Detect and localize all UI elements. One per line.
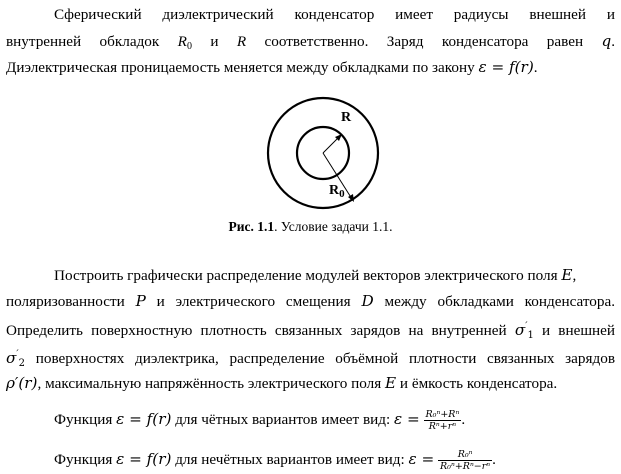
formula-eps: ε = f(r)	[116, 450, 172, 468]
symbol-E: E	[385, 374, 397, 392]
text-fragment: для нечётных вариантов имеет вид:	[175, 451, 405, 468]
fraction-even	[424, 409, 462, 432]
symbol-D: D	[361, 292, 374, 310]
symbol-E: E	[561, 266, 573, 284]
capacitor-diagram	[265, 95, 381, 211]
caption-label: Рис. 1.1	[228, 219, 275, 234]
symbol-rho: ρ′(r)	[6, 374, 38, 392]
paragraph2-line5	[6, 374, 615, 393]
text-fragment: Диэлектрическая проницаемость меняется между обкладками по закону	[6, 59, 475, 76]
caption-text: . Условие задачи 1.1.	[274, 219, 393, 234]
formula-eps: ε = f(r)	[116, 410, 172, 428]
symbol-sigma1: $\sigma'_1$	[514, 321, 534, 341]
eps-symbol: ε =	[394, 410, 420, 428]
formula-eps: ε = f(r)	[478, 58, 534, 76]
paragraph1-line2	[6, 32, 615, 56]
text-fragment: Построить графически распределение модулей векторов электрического поля	[54, 267, 558, 284]
text-fragment: Определить поверхностную плотность связанных зарядов на внутренней	[6, 322, 507, 339]
text-fragment: для чётных вариантов имеет вид:	[175, 411, 391, 428]
fraction-odd	[438, 449, 492, 472]
paragraph1-line3: Диэлектрическая проницаемость меняется между обкладками по закону ε = f(r).	[6, 58, 538, 76]
text-fragment: между обкладками конденсатора.	[384, 293, 616, 310]
paragraph2-line1: Построить графически распределение модулей векторов электрического поля E,	[54, 266, 577, 284]
text-fragment: поляризованности	[6, 293, 125, 310]
label-R: R	[341, 110, 352, 125]
figure-caption	[0, 219, 621, 235]
text-fragment: , максимальную напряжённость электрического поля	[37, 375, 382, 392]
fraction-numerator: R₀ⁿ	[438, 449, 492, 461]
text-fragment: Функция	[54, 451, 113, 468]
text-fragment: и	[210, 33, 219, 50]
paragraph2-line2	[6, 292, 615, 311]
fraction-denominator: Rⁿ+rⁿ	[428, 421, 457, 433]
fraction-denominator: R₀ⁿ+Rⁿ−rⁿ	[440, 461, 491, 473]
fraction-numerator: R₀ⁿ+Rⁿ	[425, 409, 460, 421]
text-fragment: поверхностях диэлектрика, распределение объёмной плотности связанных зарядов	[35, 350, 615, 367]
symbol-P: P	[135, 292, 146, 310]
text-fragment: и ёмкость конденсатора.	[399, 375, 558, 392]
radius-R-arrow	[323, 134, 342, 153]
text-fragment: и электрического смещения	[156, 293, 351, 310]
paragraph2-line3	[6, 318, 615, 345]
text-fragment: внутренней обкладок	[6, 33, 160, 50]
symbol-q-wrap: q.	[601, 32, 615, 50]
symbol-R: R	[236, 33, 247, 50]
symbol-sigma2: $\sigma'_2$	[6, 349, 26, 369]
symbol-R0: $R_0$	[177, 33, 192, 52]
text-fragment: Функция	[54, 411, 113, 428]
paragraph2-line4	[6, 346, 615, 373]
text-fragment: и внешней	[542, 322, 616, 339]
eps-symbol: ε =	[408, 450, 435, 468]
function-even-line: Функция ε = f(r) для чётных вариантов имеет вид: ε = $\frac{\text{R₀ⁿ+Rⁿ}}{\text{Rⁿ+rⁿ}}$ .	[54, 409, 466, 433]
paragraph1-line1: Сферический диэлектрический конденсатор имеет радиусы внешней и	[54, 6, 615, 23]
function-odd-line: Функция ε = f(r) для нечётных вариантов имеет вид: ε = $\frac{\text{R₀ⁿ}}{\text{R₀ⁿ+Rⁿ−rⁿ}}$ .	[54, 449, 496, 473]
symbol-q: q	[601, 32, 612, 50]
text-fragment: соответственно. Заряд конденсатора равен	[264, 33, 584, 50]
label-R0: $R_0$	[329, 183, 345, 200]
